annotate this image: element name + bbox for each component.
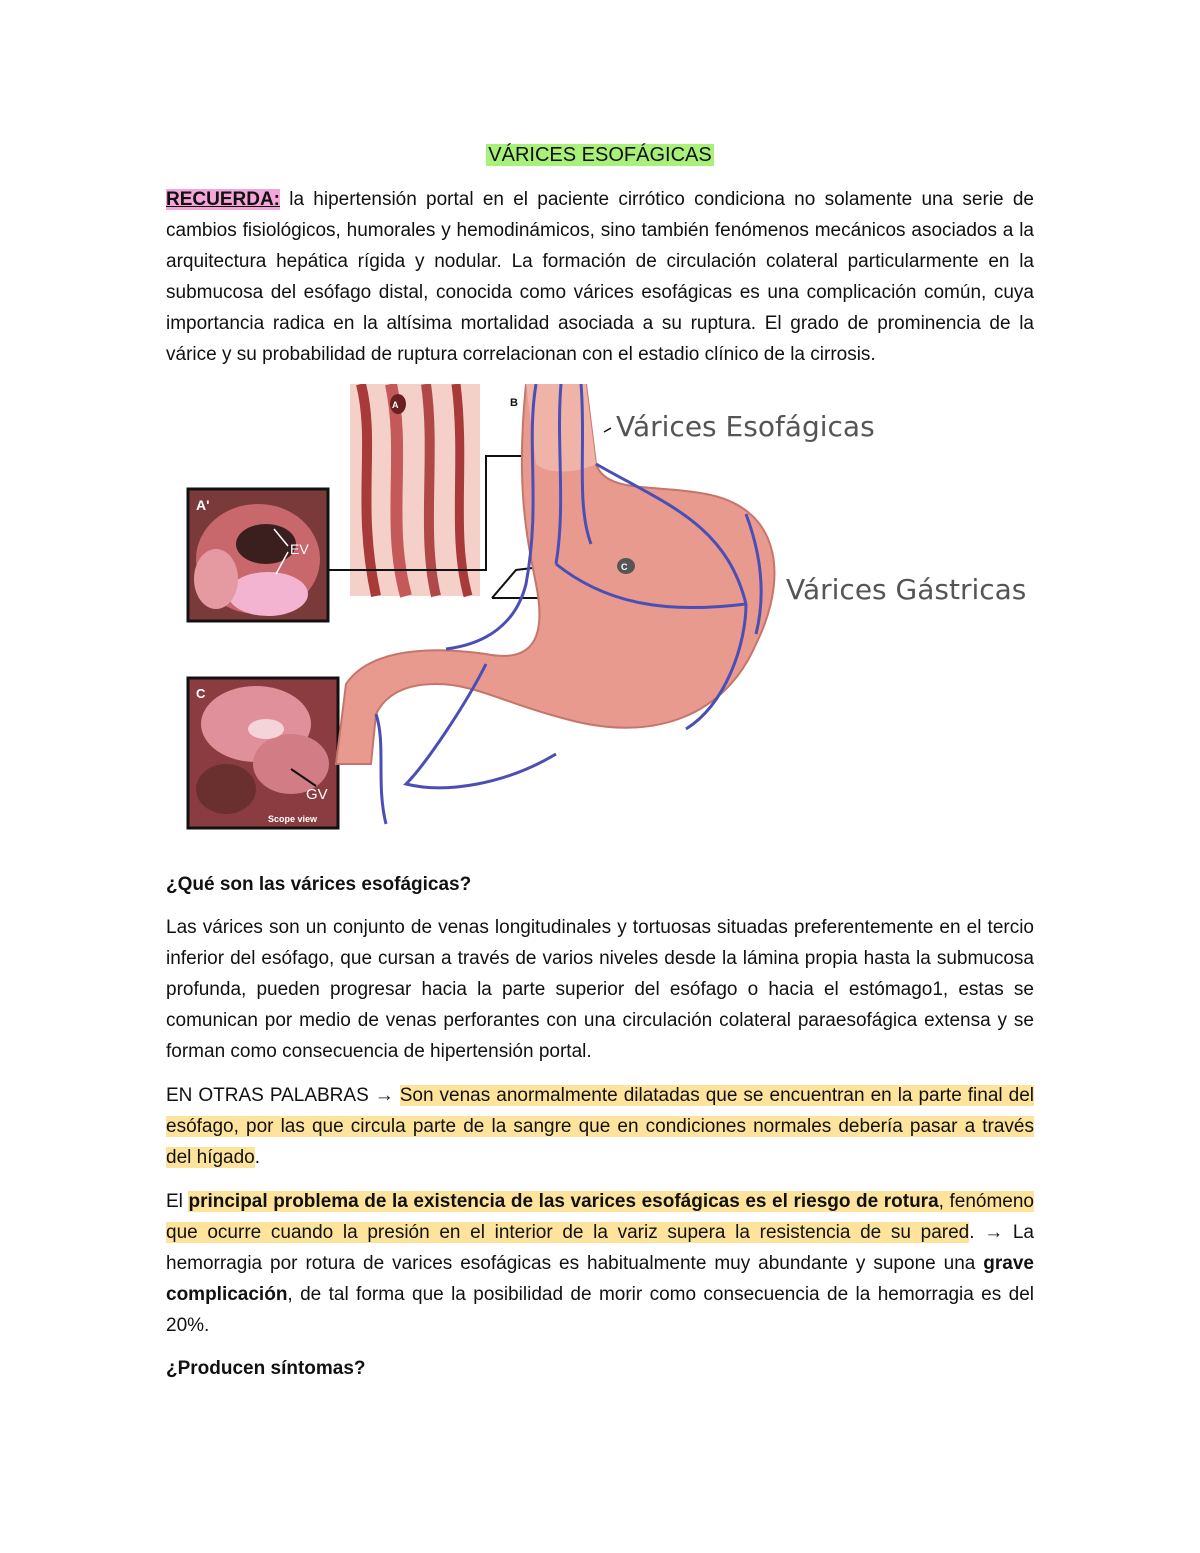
panel-a-endoscopy xyxy=(188,489,328,621)
other-words-paragraph xyxy=(166,1080,1034,1173)
varices-illustration xyxy=(186,384,1030,848)
problem-end: , de tal forma que la posibilidad de morir como consecuencia de la hemorragia es del 20%. xyxy=(166,1284,1034,1336)
problem-highlight: , fenómeno que ocurre cuando la presión en el interior de la variz supera la resistencia de su pared xyxy=(166,1191,1034,1243)
recuerda-label: RECUERDA: xyxy=(166,189,280,210)
problem-start: El xyxy=(166,1191,183,1212)
esofagicas-pointer xyxy=(604,428,611,432)
other-words-lead: EN OTRAS PALABRAS xyxy=(166,1085,369,1106)
other-words-end: . xyxy=(254,1147,261,1168)
question-heading-2: ¿Producen síntomas? xyxy=(166,1358,366,1379)
page-title xyxy=(0,142,1200,168)
arrow-icon: → xyxy=(984,1222,1004,1243)
other-words-highlight: Son venas anormalmente dilatadas que se encuentran en la parte final del esófago, por las que circula parte de la sangre que en condiciones normales debería pasar a través del hígado xyxy=(166,1085,1034,1168)
panel-c-tag: GV xyxy=(306,786,328,803)
problem-bold-highlight: principal problema de la existencia de las varices esofágicas es el riesgo de rotura xyxy=(188,1191,939,1212)
panel-c-endoscopy xyxy=(188,678,338,828)
panel-c-caption: Scope view xyxy=(268,814,318,824)
problem-mid: La hemorragia por rotura de varices esofágicas es habitualmente muy abundante y supone una xyxy=(166,1222,1034,1274)
panel-b-esophagus-section xyxy=(350,384,480,596)
marker-c: C xyxy=(621,562,628,572)
intro-text: la hipertensión portal en el paciente cirrótico condiciona no solamente una serie de cambios fisiológicos, humorales y hemodinámicos, sino también fenómenos mecánicos asociados a la arquitectura hepática rígida y nodular. La formación de circulación colateral particularmente en la submucosa del esófago distal, conocida como várices esofágicas es una complicación común, cuya importancia radica en la altísima mortalidad asociada a su ruptura. El grado de prominencia de la várice y su probabilidad de ruptura correlacionan con el estadio clínico de la cirrosis. xyxy=(166,189,1034,365)
problem-bold: grave complicación xyxy=(166,1253,1034,1305)
page-title-text: VÁRICES ESOFÁGICAS xyxy=(488,144,712,166)
question-heading-1: ¿Qué son las várices esofágicas? xyxy=(166,874,472,895)
label-varices-gastricas: Várices Gástricas xyxy=(786,573,1027,606)
definition-paragraph: Las várices son un conjunto de venas longitudinales y tortuosas situadas preferentemente en el tercio inferior del esófago, que cursan a través de varios niveles desde la lámina propia hasta la submucosa profunda, pueden progresar hacia la parte superior del esófago o hacia el estómago1, estas se comunican por medio de venas perforantes con una circulación colateral paraesofágica extensa y se forman como consecuencia de hipertensión portal. xyxy=(166,917,1034,1062)
intro-paragraph xyxy=(166,184,1034,370)
label-varices-esofagicas: Várices Esofágicas xyxy=(616,410,875,443)
problem-paragraph xyxy=(166,1186,1034,1341)
panel-a-tag: EV xyxy=(290,541,309,557)
panel-c-letter: C xyxy=(196,686,206,701)
problem-after-highlight: . xyxy=(969,1222,975,1243)
arrow-icon: → xyxy=(374,1085,394,1106)
panel-a-letter: A' xyxy=(196,497,210,513)
marker-a: A xyxy=(392,400,399,410)
panel-b-letter: B xyxy=(510,397,518,409)
